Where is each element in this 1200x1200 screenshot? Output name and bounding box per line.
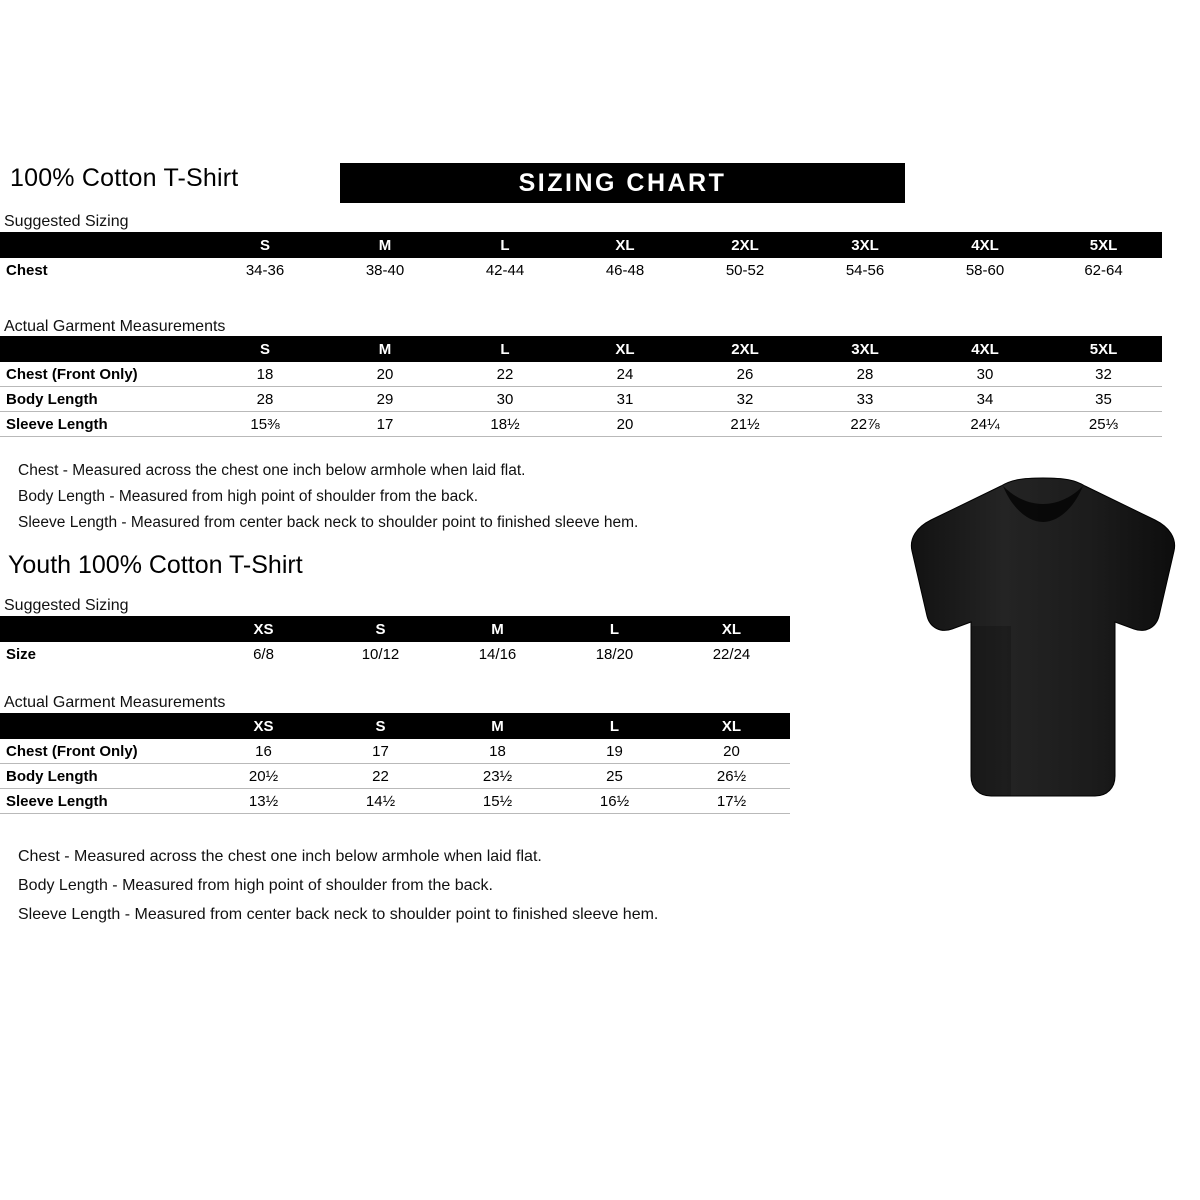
table-row bbox=[0, 789, 790, 814]
col-head-xl: XL bbox=[565, 336, 685, 362]
cell-sleevelength-m: 15½ bbox=[482, 792, 513, 810]
col-head-2xl: 2XL bbox=[685, 336, 805, 362]
col-head-s: S bbox=[322, 616, 439, 642]
cell-sleevelength-3xl: 22⅞ bbox=[850, 415, 880, 433]
table-row bbox=[0, 362, 1162, 387]
cell-sleevelength-l: 16½ bbox=[599, 792, 630, 810]
col-head-5xl: 5XL bbox=[1045, 232, 1162, 258]
cell-chest-5xl: 62-64 bbox=[1084, 261, 1123, 279]
table-row bbox=[0, 642, 790, 666]
col-head-xs: XS bbox=[205, 616, 322, 642]
col-head-m: M bbox=[439, 616, 556, 642]
cell-sleevelength-xl: 17½ bbox=[716, 792, 747, 810]
tshirt-icon bbox=[893, 476, 1193, 806]
cell-size-l: 18/20 bbox=[595, 645, 634, 663]
youth-measurement-notes bbox=[18, 842, 658, 929]
cell-bodylength-3xl: 33 bbox=[856, 390, 874, 408]
col-head-m: M bbox=[325, 336, 445, 362]
col-head-xl: XL bbox=[565, 232, 685, 258]
cell-chest-2xl: 50-52 bbox=[725, 261, 765, 279]
cell-chest-4xl: 58-60 bbox=[965, 261, 1005, 279]
cell-sleevelength-5xl: 25⅓ bbox=[1088, 415, 1119, 433]
col-head-xl: XL bbox=[673, 713, 790, 739]
col-head-xs: XS bbox=[205, 713, 322, 739]
cell-bodylength-s: 28 bbox=[256, 390, 274, 408]
cell-bodylength-xl: 26½ bbox=[716, 767, 747, 785]
cell-chestfront-2xl: 26 bbox=[736, 365, 754, 383]
cell-chestfront-m: 20 bbox=[376, 365, 394, 383]
col-head-3xl: 3XL bbox=[805, 232, 925, 258]
youth-garment-measurements-table bbox=[0, 713, 790, 814]
cell-chest-3xl: 54-56 bbox=[845, 261, 885, 279]
col-head-blank bbox=[0, 616, 205, 642]
cell-chest-xl: 46-48 bbox=[605, 261, 645, 279]
adult-suggested-sizing-label: Suggested Sizing bbox=[4, 213, 129, 230]
cell-chestfront-s: 17 bbox=[372, 742, 389, 760]
note-sleeve-length: Sleeve Length - Measured from center back neck to shoulder point to finished sleeve hem. bbox=[18, 514, 639, 531]
col-head-2xl: 2XL bbox=[685, 232, 805, 258]
col-head-l: L bbox=[556, 713, 673, 739]
col-head-m: M bbox=[325, 232, 445, 258]
cell-sleevelength-2xl: 21½ bbox=[730, 415, 760, 433]
cell-size-xl: 22/24 bbox=[712, 645, 751, 663]
col-head-l: L bbox=[556, 616, 673, 642]
row-label-body-length: Body Length bbox=[6, 767, 98, 785]
adult-garment-measurements-table bbox=[0, 336, 1162, 437]
cell-bodylength-4xl: 34 bbox=[976, 390, 994, 408]
youth-section-title: Youth 100% Cotton T-Shirt bbox=[8, 551, 303, 579]
cell-bodylength-xl: 31 bbox=[616, 390, 634, 408]
cell-sleevelength-xl: 20 bbox=[616, 415, 634, 433]
cell-chestfront-4xl: 30 bbox=[976, 365, 994, 383]
col-head-s: S bbox=[205, 336, 325, 362]
cell-sleevelength-4xl: 24¼ bbox=[970, 415, 1000, 433]
note-chest: Chest - Measured across the chest one inch below armhole when laid flat. bbox=[18, 848, 542, 865]
row-label-size: Size bbox=[6, 645, 37, 663]
cell-sleevelength-m: 17 bbox=[376, 415, 394, 433]
row-label-chest: Chest bbox=[6, 261, 48, 279]
cell-bodylength-s: 22 bbox=[372, 767, 389, 785]
col-head-s: S bbox=[205, 232, 325, 258]
col-head-l: L bbox=[445, 232, 565, 258]
table-header-row bbox=[0, 616, 790, 642]
sizing-chart-banner-label: SIZING CHART bbox=[518, 169, 727, 197]
col-head-4xl: 4XL bbox=[925, 336, 1045, 362]
col-head-4xl: 4XL bbox=[925, 232, 1045, 258]
cell-bodylength-xs: 20½ bbox=[248, 767, 279, 785]
row-label-sleeve-length: Sleeve Length bbox=[6, 415, 108, 433]
row-label-chest-front-only: Chest (Front Only) bbox=[6, 742, 138, 760]
youth-suggested-sizing-label: Suggested Sizing bbox=[4, 597, 129, 614]
cell-size-xs: 6/8 bbox=[253, 645, 274, 663]
note-body-length: Body Length - Measured from high point of shoulder from the back. bbox=[18, 877, 493, 894]
cell-chestfront-xs: 16 bbox=[255, 742, 272, 760]
cell-chestfront-l: 19 bbox=[606, 742, 623, 760]
cell-chestfront-3xl: 28 bbox=[856, 365, 874, 383]
adult-suggested-sizing-table bbox=[0, 232, 1162, 282]
cell-size-m: 14/16 bbox=[478, 645, 517, 663]
cell-bodylength-5xl: 35 bbox=[1095, 390, 1112, 408]
table-row bbox=[0, 258, 1162, 282]
row-label-body-length: Body Length bbox=[6, 390, 98, 408]
cell-sleevelength-s: 15⅜ bbox=[250, 415, 280, 433]
note-body-length: Body Length - Measured from high point of shoulder from the back. bbox=[18, 488, 479, 505]
adult-garment-measurements-label: Actual Garment Measurements bbox=[4, 318, 226, 335]
cell-size-s: 10/12 bbox=[361, 645, 400, 663]
col-head-3xl: 3XL bbox=[805, 336, 925, 362]
cell-bodylength-m: 23½ bbox=[482, 767, 513, 785]
col-head-blank bbox=[0, 713, 205, 739]
table-header-row bbox=[0, 232, 1162, 258]
col-head-blank bbox=[0, 232, 205, 258]
col-head-xl: XL bbox=[673, 616, 790, 642]
cell-bodylength-l: 25 bbox=[606, 767, 623, 785]
col-head-m: M bbox=[439, 713, 556, 739]
cell-chestfront-l: 22 bbox=[496, 365, 514, 383]
col-head-blank bbox=[0, 336, 205, 362]
cell-chestfront-xl: 20 bbox=[723, 742, 740, 760]
cell-chest-s: 34-36 bbox=[245, 261, 285, 279]
cell-chestfront-5xl: 32 bbox=[1095, 365, 1112, 383]
cell-chestfront-s: 18 bbox=[256, 365, 274, 383]
col-head-5xl: 5XL bbox=[1045, 336, 1162, 362]
youth-suggested-sizing-table bbox=[0, 616, 790, 666]
table-row bbox=[0, 764, 790, 789]
table-row bbox=[0, 739, 790, 764]
tshirt-image bbox=[893, 476, 1193, 806]
cell-sleevelength-s: 14½ bbox=[365, 792, 396, 810]
col-head-s: S bbox=[322, 713, 439, 739]
cell-bodylength-2xl: 32 bbox=[736, 390, 754, 408]
note-sleeve-length: Sleeve Length - Measured from center back neck to shoulder point to finished sleeve hem. bbox=[18, 906, 659, 923]
cell-chest-l: 42-44 bbox=[485, 261, 525, 279]
sizing-chart-banner bbox=[340, 163, 905, 203]
cell-bodylength-m: 29 bbox=[376, 390, 394, 408]
col-head-l: L bbox=[445, 336, 565, 362]
cell-chestfront-m: 18 bbox=[489, 742, 506, 760]
row-label-chest-front-only: Chest (Front Only) bbox=[6, 365, 138, 383]
cell-sleevelength-xs: 13½ bbox=[248, 792, 279, 810]
cell-chestfront-xl: 24 bbox=[616, 365, 634, 383]
cell-bodylength-l: 30 bbox=[496, 390, 514, 408]
note-chest: Chest - Measured across the chest one inch below armhole when laid flat. bbox=[18, 462, 526, 479]
table-header-row bbox=[0, 336, 1162, 362]
adult-section-title: 100% Cotton T-Shirt bbox=[10, 164, 239, 192]
table-row bbox=[0, 412, 1162, 437]
cell-sleevelength-l: 18½ bbox=[490, 415, 520, 433]
adult-measurement-notes bbox=[18, 458, 638, 536]
youth-garment-measurements-label: Actual Garment Measurements bbox=[4, 694, 226, 711]
table-header-row bbox=[0, 713, 790, 739]
cell-chest-m: 38-40 bbox=[365, 261, 405, 279]
row-label-sleeve-length: Sleeve Length bbox=[6, 792, 108, 810]
table-row bbox=[0, 387, 1162, 412]
